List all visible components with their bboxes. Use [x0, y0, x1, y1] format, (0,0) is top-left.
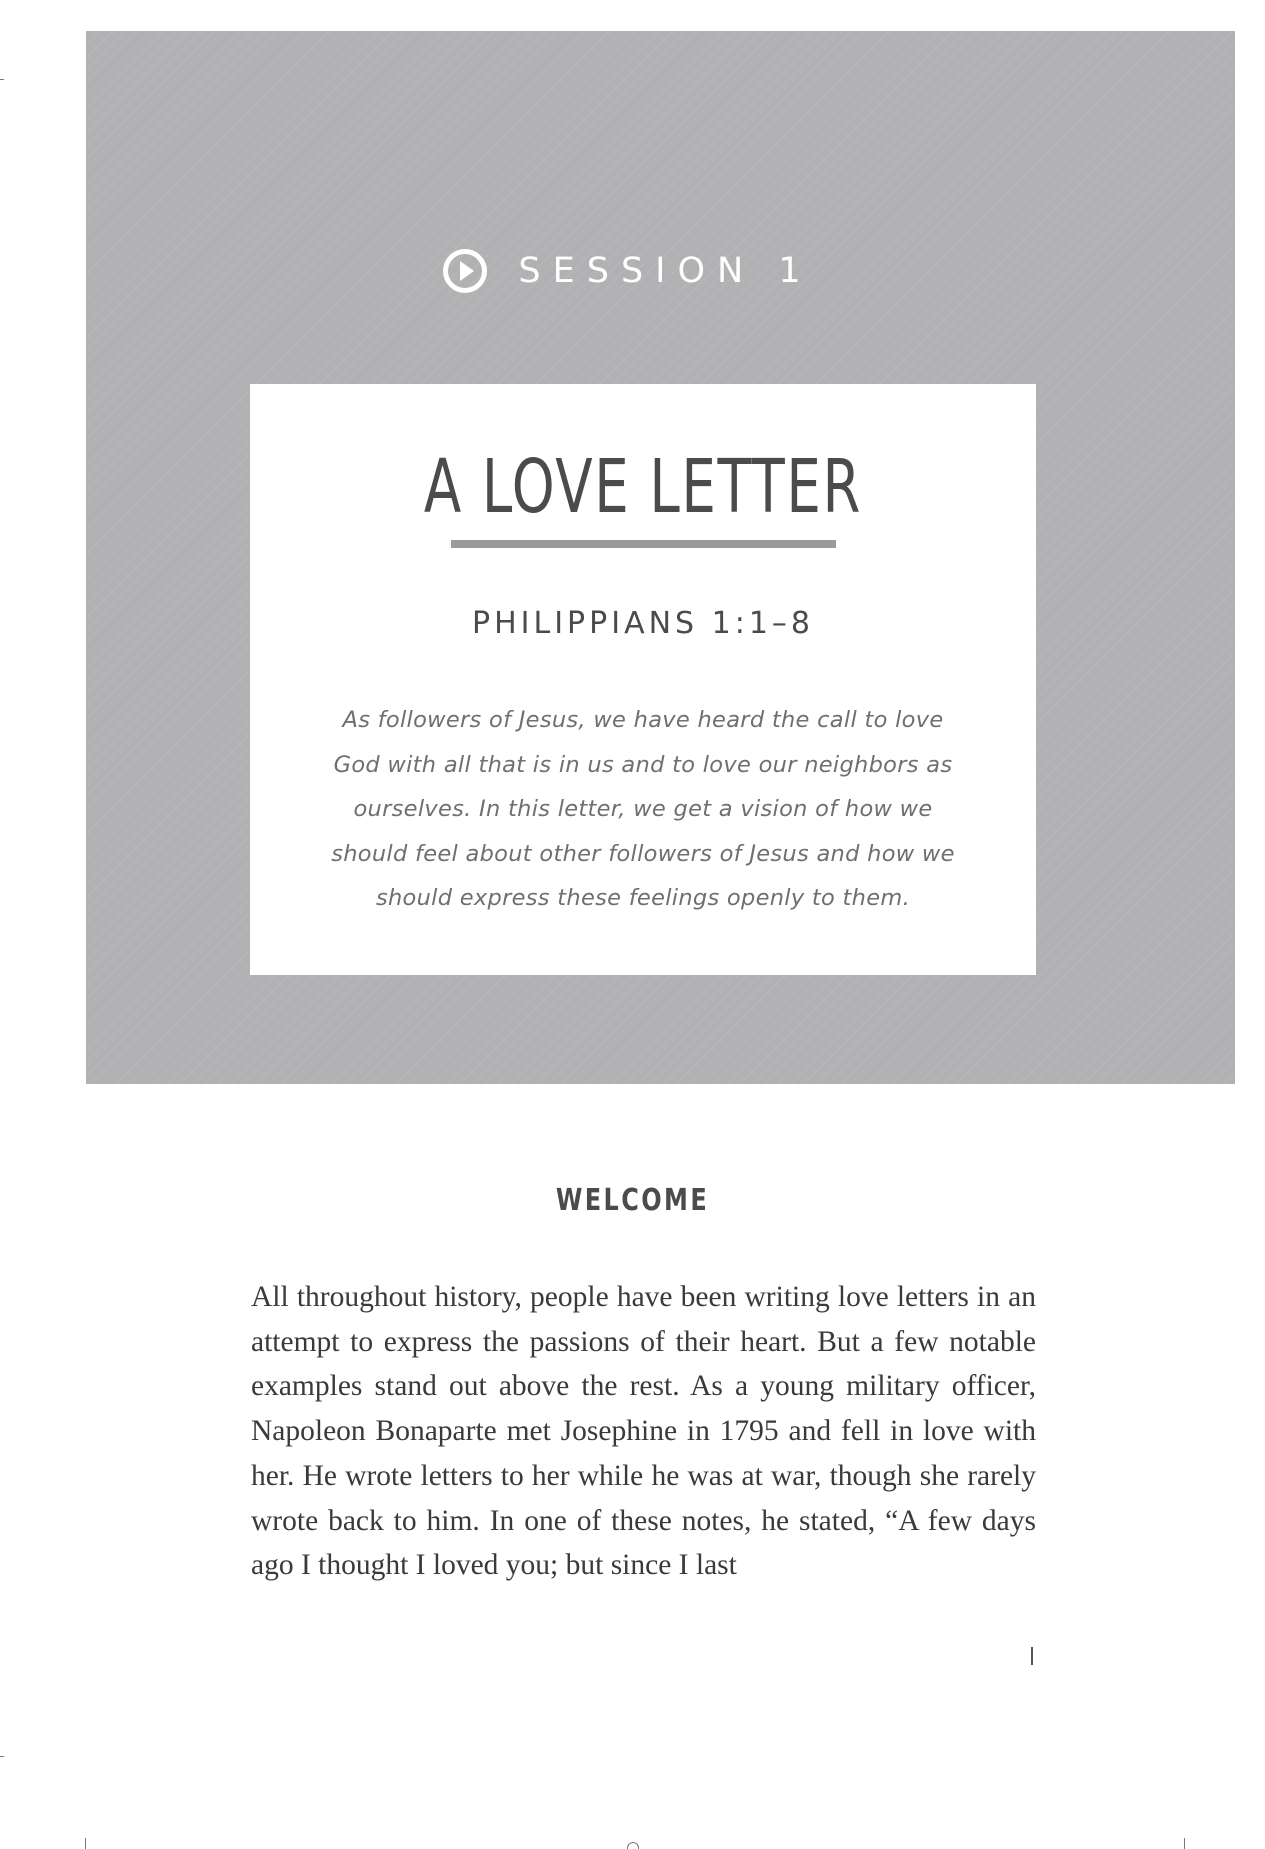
title-card: [250, 384, 1036, 975]
crop-mark: [1184, 1838, 1185, 1849]
scripture-reference: PHILIPPIANS 1:1–8: [472, 606, 814, 641]
section-heading: WELCOME: [555, 1183, 710, 1218]
session-header: [0, 248, 1265, 294]
session-label: SESSION 1: [518, 251, 813, 291]
session-intro: As followers of Jesus, we have heard the call to love God with all that is in us and to love our neighbors as ourselves. In this letter, we get a vision of how we should feel about other followers of Jesus and how we should express these feelings openly to them.: [331, 707, 955, 911]
crop-mark: [85, 1838, 86, 1849]
crop-mark: [0, 79, 4, 80]
crop-mark: [0, 1756, 4, 1757]
registration-mark: [627, 1842, 639, 1849]
body-paragraph: All throughout history, people have been writing love letters in an attempt to express the passions of their heart. But a few notable examples stand out above the rest. As a young military officer, Napoleon Bonaparte met Josephine in 1795 and fell in love with her. He wrote letters to her while he was at war, though she rarely wrote back to him. In one of these notes, he stated, “A few days ago I thought I loved you; but since I last: [251, 1281, 1036, 1582]
title-underline: [451, 540, 836, 548]
page-number-mark: [1031, 1647, 1033, 1665]
page-title: A LOVE LETTER: [423, 444, 863, 530]
play-circle-icon: [442, 248, 488, 294]
